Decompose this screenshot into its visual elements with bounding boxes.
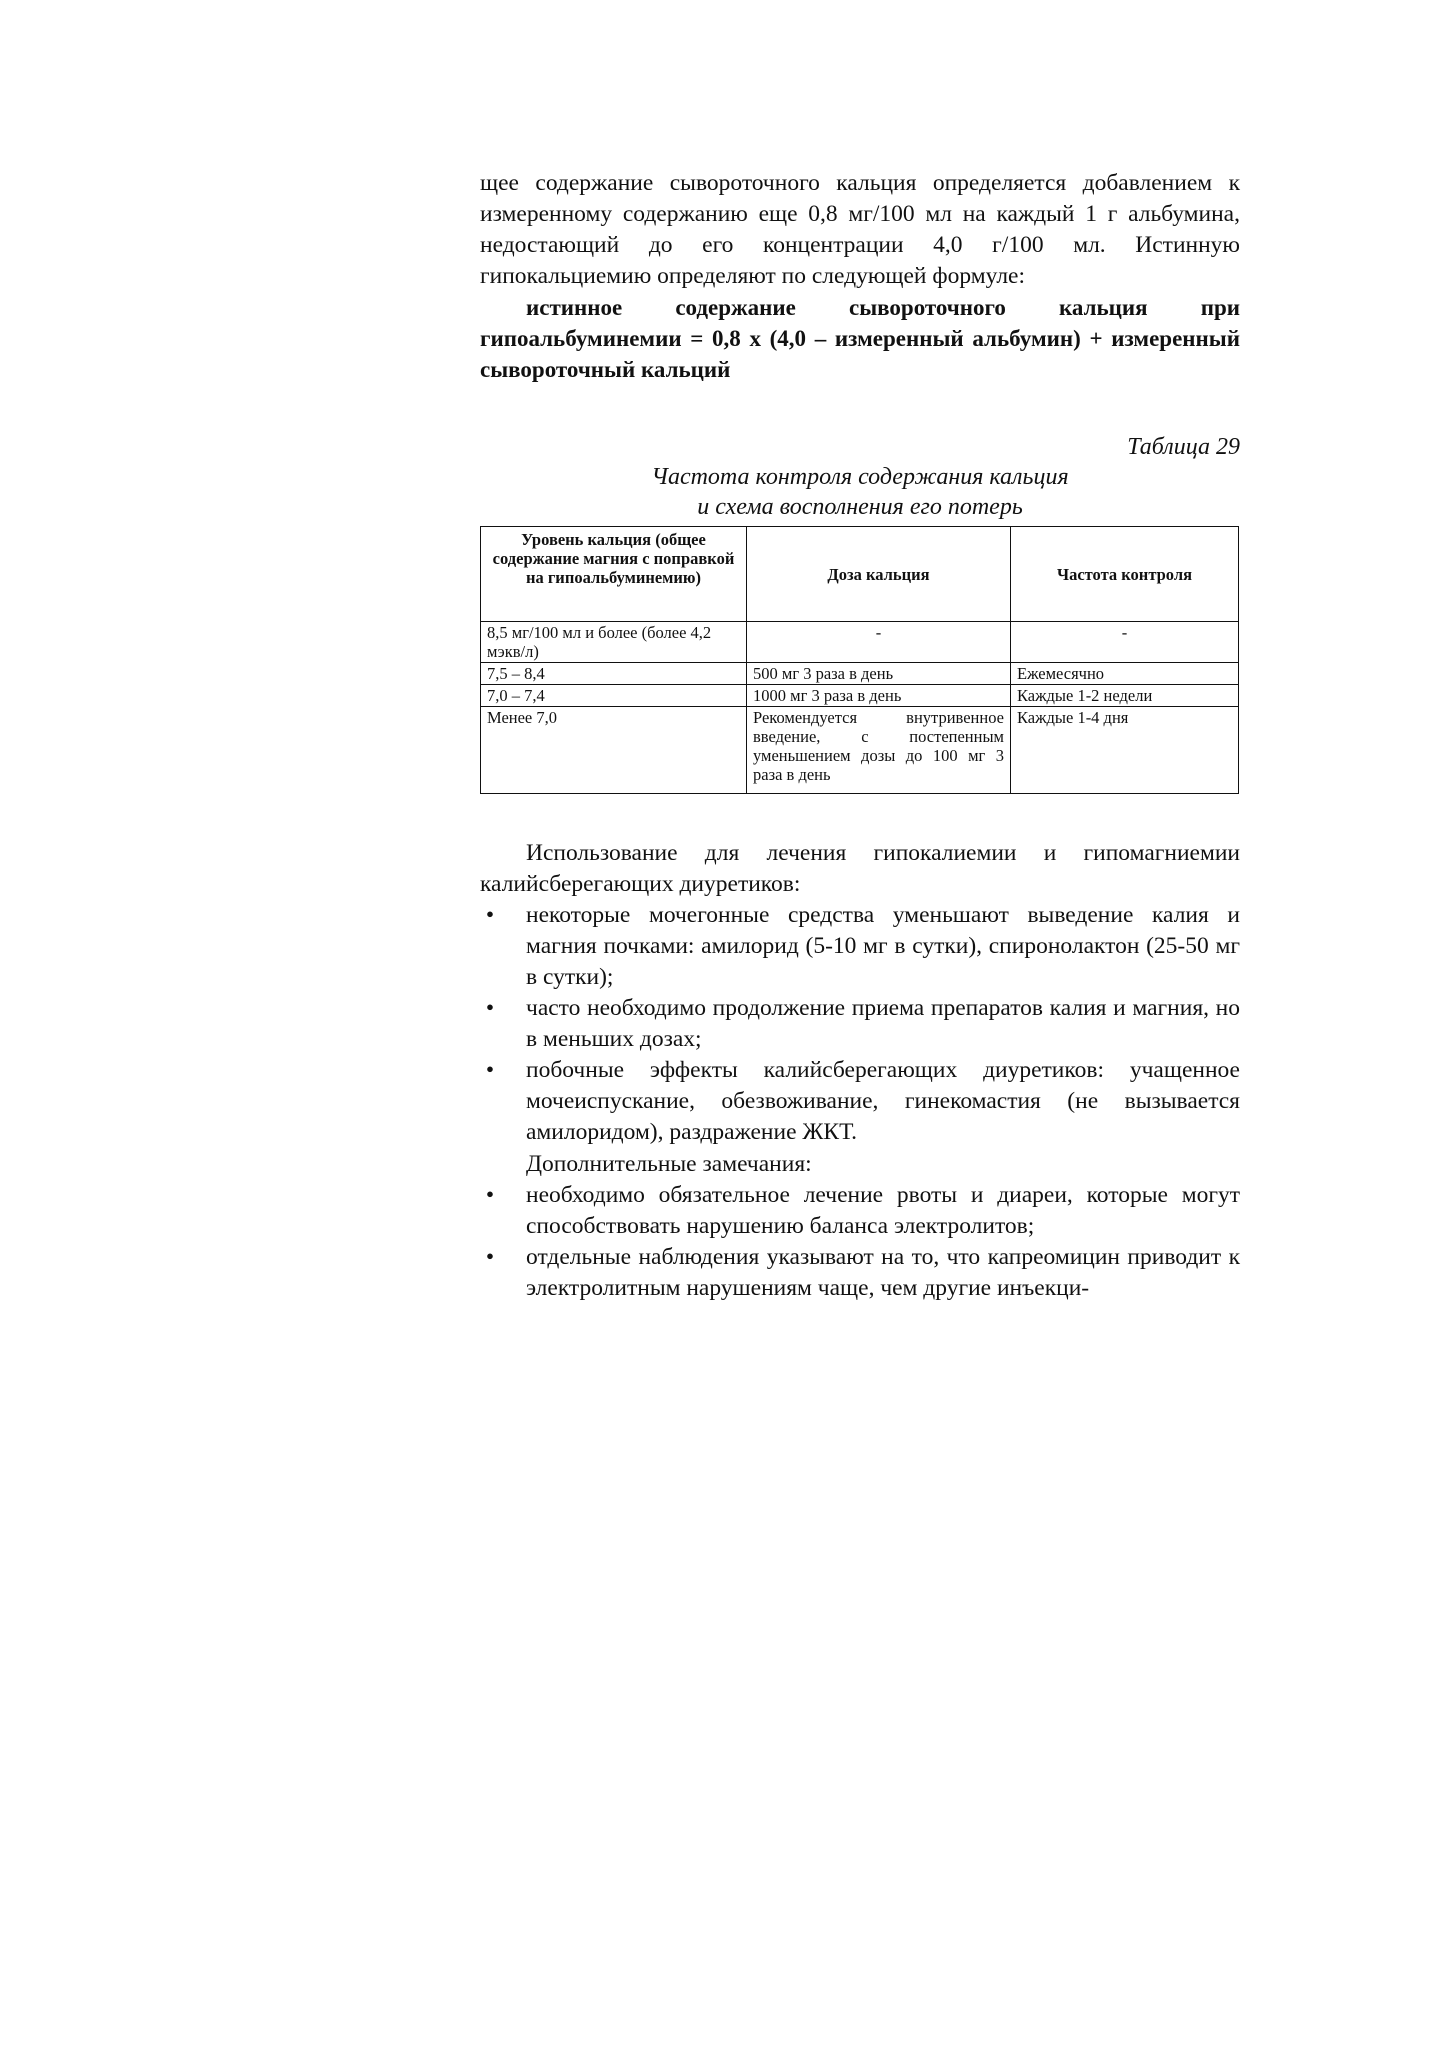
bullet-marker: • bbox=[485, 1057, 495, 1083]
header-calcium-level: Уровень кальция (общее содержание магния с поправкой на гипоальбуминемию) bbox=[481, 527, 747, 622]
calcium-formula: истинное содержание сывороточного кальция при гипоальбуминемии = 0,8 х (4,0 – измеренный альбумин) + измеренный сывороточный кальций bbox=[480, 295, 1240, 382]
header-calcium-dose: Доза кальция bbox=[747, 527, 1011, 622]
list-item bbox=[480, 1242, 1240, 1304]
table-title-line2: и схема восполнения его потерь bbox=[697, 494, 1023, 520]
table-cell: 500 мг 3 раза в день bbox=[747, 663, 1011, 685]
table-title bbox=[480, 462, 1240, 522]
table-cell: - bbox=[747, 622, 1011, 663]
table-cell: 8,5 мг/100 мл и более (более 4,2 мэкв/л) bbox=[481, 622, 747, 663]
intro-paragraph: щее содержание сывороточного кальция определяется добавлением к измеренному содержанию еще 0,8 мг/100 мл на каждый 1 г альбумина, недостающий до его концентрации 4,0 г/100 мл. Истинную гипокальциемию определяют по следующей формуле: bbox=[480, 170, 1240, 289]
table-cell: - bbox=[1011, 622, 1239, 663]
additional-notes-heading: Дополнительные замечания: bbox=[526, 1151, 812, 1177]
list-item-text: побочные эффекты калийсберегающих диуретиков: учащенное мочеиспускание, обезвоживание, гинекомастия (не вызывается амилоридом), раздражение ЖКТ. bbox=[526, 1057, 1240, 1145]
list-item bbox=[480, 1055, 1240, 1148]
table-cell: 1000 мг 3 раза в день bbox=[747, 685, 1011, 707]
table-label: Таблица 29 bbox=[1127, 434, 1240, 460]
diuretics-paragraph: Использование для лечения гипокалиемии и гипомагниемии калийсберегающих диуретиков: bbox=[480, 840, 1240, 897]
table-row bbox=[481, 707, 1239, 794]
bullet-marker: • bbox=[485, 995, 495, 1021]
table-cell: 7,0 – 7,4 bbox=[481, 685, 747, 707]
list-item-text: необходимо обязательное лечение рвоты и диареи, которые могут способствовать нарушению баланса электролитов; bbox=[526, 1182, 1240, 1239]
list-item-text: часто необходимо продолжение приема препаратов калия и магния, но в меньших дозах; bbox=[526, 995, 1240, 1052]
list-item-text: отдельные наблюдения указывают на то, что капреомицин приводит к электролитным нарушениям чаще, чем другие инъекци- bbox=[526, 1244, 1240, 1301]
calcium-table bbox=[480, 526, 1239, 794]
bullet-marker: • bbox=[485, 902, 495, 928]
table-cell: Каждые 1-2 недели bbox=[1011, 685, 1239, 707]
table-row bbox=[481, 663, 1239, 685]
table-cell: Рекомендуется внутривенное введение, с постепенным уменьшением дозы до 100 мг 3 раза в день bbox=[747, 707, 1011, 794]
list-item-text: некоторые мочегонные средства уменьшают выведение калия и магния почками: амилорид (5-10 мг в сутки), спиронолактон (25-50 мг в сутки); bbox=[526, 902, 1240, 990]
list-item bbox=[480, 900, 1240, 993]
list-item bbox=[480, 1180, 1240, 1242]
table-row bbox=[481, 685, 1239, 707]
list-item bbox=[480, 993, 1240, 1055]
table-cell: Менее 7,0 bbox=[481, 707, 747, 794]
table-cell: Ежемесячно bbox=[1011, 663, 1239, 685]
header-monitoring-frequency: Частота контроля bbox=[1011, 527, 1239, 622]
table-header-row bbox=[481, 527, 1239, 622]
table-title-line1: Частота контроля содержания кальция bbox=[651, 464, 1069, 490]
bullet-marker: • bbox=[485, 1182, 495, 1208]
table-row bbox=[481, 622, 1239, 663]
table-cell: 7,5 – 8,4 bbox=[481, 663, 747, 685]
diuretics-bullet-list bbox=[480, 900, 1240, 1148]
additional-notes-list bbox=[480, 1180, 1240, 1304]
bullet-marker: • bbox=[485, 1244, 495, 1270]
table-cell: Каждые 1-4 дня bbox=[1011, 707, 1239, 794]
